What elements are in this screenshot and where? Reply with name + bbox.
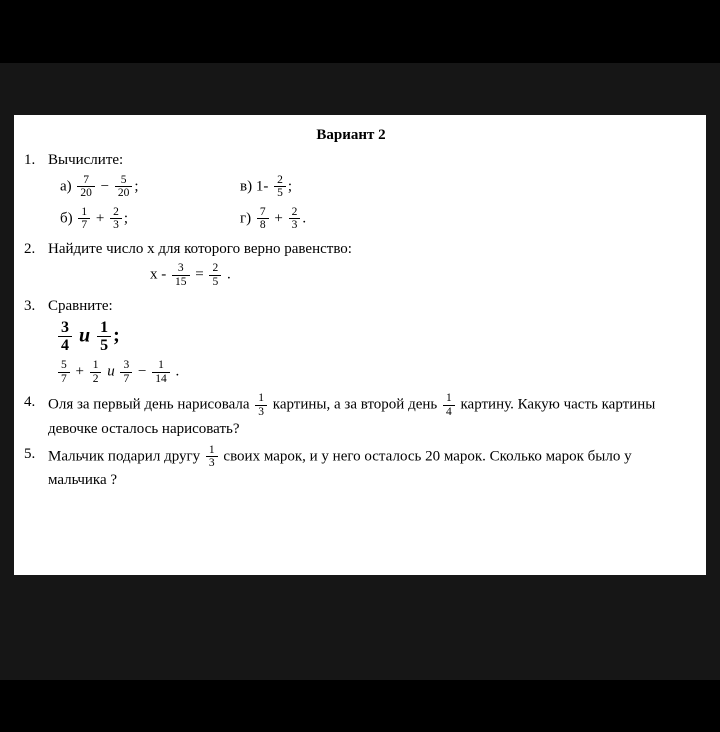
- problem-5: [22, 444, 680, 491]
- fraction: $\frac{3}{15}$: [172, 262, 190, 288]
- p3-compare-1: $\frac{3}{4}$ и $\frac{1}{5}$ ;: [56, 317, 680, 357]
- p1-line-v: в) 1- $\frac{2}{5}$ ;: [240, 173, 292, 200]
- fraction: $\frac{5}{20}$: [115, 174, 133, 200]
- problem-3-text: Сравните:: [48, 297, 113, 314]
- fraction: $\frac{2}{5}$: [274, 174, 286, 200]
- problem-4-number: 4.: [24, 394, 36, 411]
- problem-2-text: Найдите число x для которого верно равенство:: [48, 241, 352, 258]
- fraction: $\frac{1}{3}$: [206, 444, 218, 470]
- problem-2: [22, 239, 680, 291]
- problem-1-expressions: [60, 172, 460, 235]
- problem-3: [22, 296, 680, 388]
- fraction: $\frac{2}{5}$: [209, 262, 221, 288]
- problem-5-number: 5.: [24, 445, 36, 462]
- p1-line-b: б) $\frac{1}{7}$ + $\frac{2}{3}$ ;: [60, 205, 129, 232]
- problem-4: [22, 392, 680, 439]
- fraction: $\frac{5}{7}$: [58, 359, 70, 385]
- problem-list: [22, 150, 680, 490]
- fraction: $\frac{1}{7}$: [78, 206, 90, 232]
- worksheet-page: [14, 115, 706, 575]
- problem-2-number: 2.: [24, 241, 36, 258]
- fraction: $\frac{1}{4}$: [443, 392, 455, 418]
- image-viewer: [0, 63, 720, 680]
- problem-1: [22, 150, 680, 234]
- problem-1-number: 1.: [24, 152, 36, 169]
- p3-compare-2: $\frac{5}{7}$ + $\frac{1}{2}$ и $\frac{3}{7}$ − $\frac{1}{14}$ .: [56, 357, 680, 387]
- p1-line-g: г) $\frac{7}{8}$ + $\frac{2}{3}$ .: [240, 205, 307, 232]
- p1-line-a: а) $\frac{7}{20}$ − $\frac{5}{20}$ ;: [60, 173, 139, 200]
- p2-equation: x - $\frac{3}{15}$ = $\frac{2}{5}$ .: [150, 262, 231, 288]
- fraction: $\frac{1}{3}$: [255, 392, 267, 418]
- fraction: $\frac{7}{20}$: [77, 174, 95, 200]
- fraction: $\frac{2}{3}$: [289, 206, 301, 232]
- fraction: $\frac{3}{4}$: [58, 319, 72, 355]
- fraction: $\frac{1}{2}$: [90, 359, 102, 385]
- problem-1-text: Вычислите:: [48, 152, 124, 169]
- problem-3-number: 3.: [24, 297, 36, 314]
- fraction: $\frac{1}{5}$: [97, 319, 111, 355]
- fraction: $\frac{2}{3}$: [110, 206, 122, 232]
- fraction: $\frac{1}{14}$: [152, 359, 170, 385]
- fraction: $\frac{7}{8}$: [257, 206, 269, 232]
- worksheet-title: Вариант 2: [316, 127, 386, 143]
- p5-text: Мальчик подарил другу $\frac{1}{3}$ своих марок, и у него осталось 20 марок. Сколько марок было у мальчика ?: [48, 443, 632, 489]
- p4-text: Оля за первый день нарисовала $\frac{1}{3}$ картины, а за второй день $\frac{1}{4}$ картину. Какую часть картины девочке осталось нарисовать?: [48, 392, 656, 437]
- fraction: $\frac{3}{7}$: [120, 359, 132, 385]
